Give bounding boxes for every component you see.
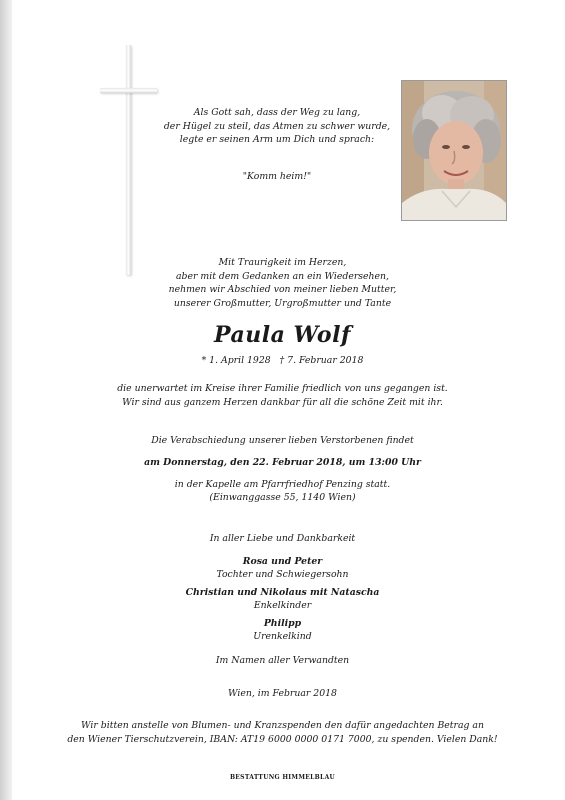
mourner-names: Rosa und Peter [242, 556, 323, 567]
donation-line: den Wiener Tierschutzverein, IBAN: AT19 6000 0000 0171 7000, zu spenden. Vielen Dank! [67, 733, 498, 745]
poem-block [160, 106, 394, 147]
intro-line: unserer Großmutter, Urgroßmutter und Tante [173, 297, 392, 309]
poem-line: der Hügel zu steil, das Atmen zu schwer wurde, [163, 120, 391, 132]
intro-line: aber mit dem Gedanken an ein Wiedersehen, [176, 270, 389, 282]
passing-block [60, 382, 505, 409]
passing-line: die unerwartet im Kreise ihrer Familie friedlich von uns gegangen ist. [117, 383, 448, 394]
mourner-names: Christian und Nikolaus mit Natascha [185, 587, 380, 598]
passing-line: Wir sind aus ganzem Herzen dankbar für all die schöne Zeit mit ihr. [122, 396, 443, 408]
intro-line: nehmen wir Abschied von meiner lieben Mutter, [168, 284, 397, 295]
portrait-illustration [402, 81, 506, 220]
ceremony-intro: Die Verabschiedung unserer lieben Verstorbenen findet [151, 435, 414, 446]
portrait-photo [401, 80, 507, 221]
ceremony-date: am Donnerstag, den 22. Februar 2018, um 13:00 Uhr [144, 457, 421, 468]
intro-block [60, 256, 505, 310]
page-edge-shadow [0, 0, 12, 800]
donation-block [60, 719, 505, 746]
relatives-line: Im Namen aller Verwandten [215, 655, 350, 666]
life-dates: * 1. April 1928 † 7. Februar 2018 [201, 355, 364, 366]
mourner-names: Philipp [263, 618, 302, 629]
undertaker-credit: BESTATTUNG HIMMELBLAU [229, 774, 336, 781]
mourner-relation: Tochter und Schwiegersohn [216, 569, 349, 580]
cross-icon-horizontal [100, 88, 157, 93]
deceased-name: Paula Wolf [214, 322, 351, 348]
intro-line: Mit Traurigkeit im Herzen, [218, 257, 347, 268]
mourner-relation: Enkelkinder [253, 600, 312, 611]
poem-line: legte er seinen Arm um Dich und sprach: [179, 134, 375, 145]
mourners-intro: In aller Liebe und Dankbarkeit [209, 533, 356, 544]
poem-line: Als Gott sah, dass der Weg zu lang, [193, 107, 361, 118]
mourner-relation: Urenkelkind [253, 631, 312, 642]
donation-line: Wir bitten anstelle von Blumen- und Kranzspenden den dafür angedachten Betrag an [81, 720, 484, 731]
place-date: Wien, im Februar 2018 [228, 688, 337, 699]
cross-icon-vertical [126, 45, 131, 275]
ceremony-place: in der Kapelle am Pfarrfriedhof Penzing statt. [174, 479, 391, 490]
ceremony-address: (Einwanggasse 55, 1140 Wien) [209, 492, 356, 503]
poem-quote: "Komm heim!" [242, 171, 312, 182]
